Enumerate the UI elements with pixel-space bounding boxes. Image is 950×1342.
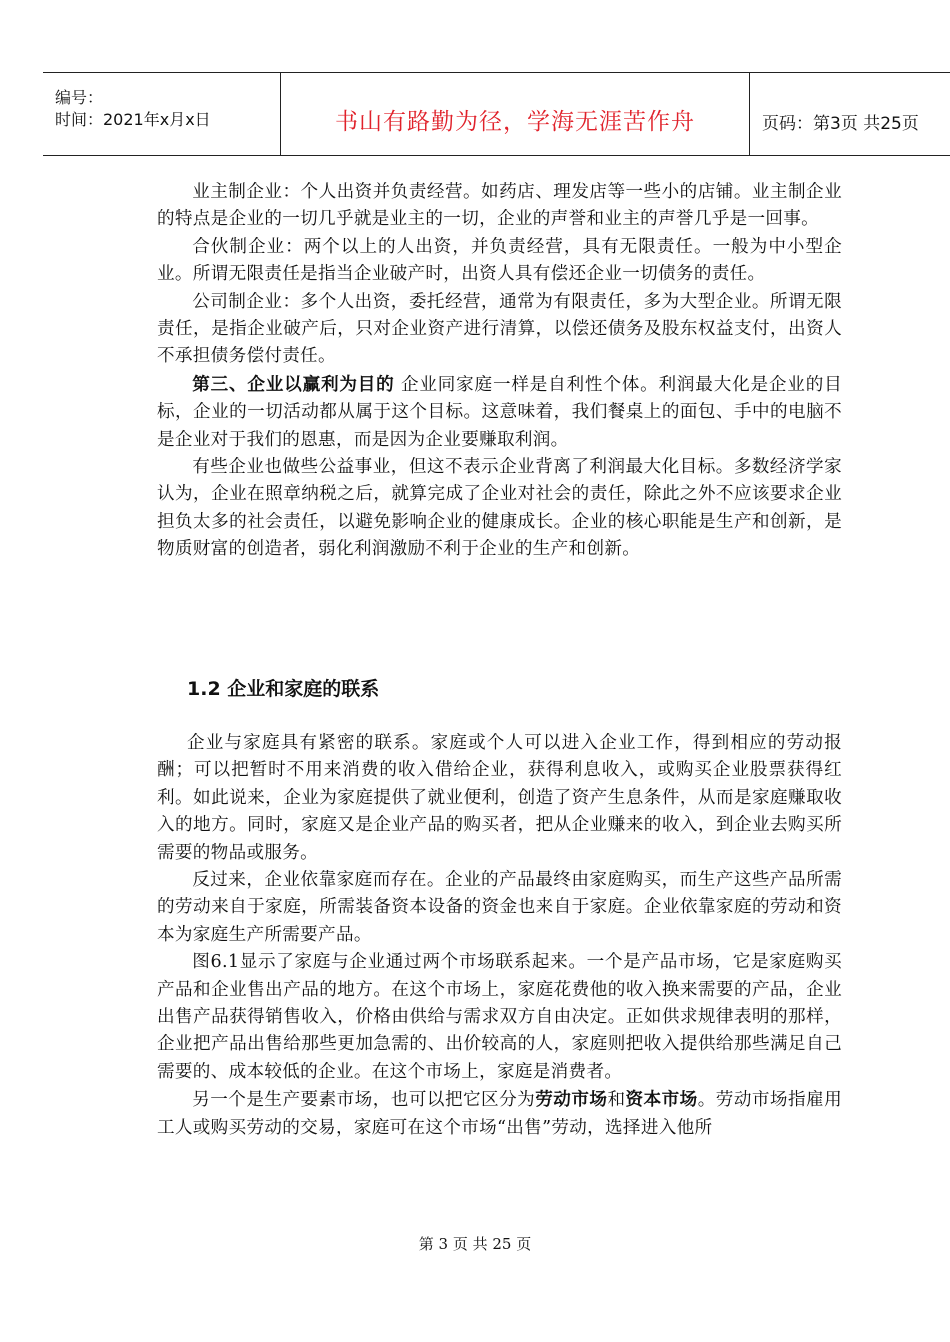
paragraph-enterprise-depends-household: 反过来，企业依靠家庭而存在。企业的产品最终由家庭购买，而生产这些产品所需的劳动来自于家庭，所需装备资本设备的资金也来自于家庭。企业依靠家庭的劳动和资本为家庭生产所需要产品。 (157, 870, 842, 945)
labor-market-term: 劳动市场 (535, 1089, 608, 1111)
header-motto: 书山有路勤为径，学海无涯苦作舟 (335, 109, 695, 135)
profit-goal-text: 企业同家庭一样是自利性个体。利润最大化是企业的目标，企业的一切活动都从属于这个目标。这意味着，我们餐桌上的面包、手中的电脑不是企业对于我们的恩惠，而是因为企业要赚取利润。 (157, 374, 842, 450)
paragraph-corporation: 公司制企业：多个人出资，委托经营，通常为有限责任，多为大型企业。所谓无限责任，是指企业破产后，只对企业资产进行清算，以偿还债务及股东权益支付，出资人不承担债务偿付责任。 (157, 291, 842, 367)
paragraph-partnership: 合伙制企业：两个以上的人出资，并负责经营，具有无限责任。一般为中小型企业。所谓无限责任是指当企业破产时，出资人具有偿还企业一切债务的责任。 (157, 236, 842, 285)
factor-market-text-c: 和 (607, 1090, 626, 1111)
document-number-label: 编号： (55, 88, 104, 107)
header-page-number: 页码：第3页 共25页 (762, 114, 919, 134)
paragraph-public-welfare: 有些企业也做些公益事业，但这不表示企业背离了利润最大化目标。多数经济学家认为，企业在照章纳税之后，就算完成了企业对社会的责任，除此之外不应该要求企业担负太多的社会责任，以避免影响企业的健康成长。企业的核心职能是生产和创新，是物质财富的创造者，弱化利润激励不利于企业的生产和创新。 (157, 457, 842, 560)
document-time-label: 时间：2021年x月x日 (55, 110, 211, 129)
profit-goal-heading: 第三、企业以赢利为目的 (192, 373, 395, 395)
paragraph-enterprise-household-link: 企业与家庭具有紧密的联系。家庭或个人可以进入企业工作，得到相应的劳动报酬；可以把暂时不用来消费的收入借给企业，获得利息收入，或购买企业股票获得红利。如此说来，企业为家庭提供了就业便利，创造了资产生息条件，从而是家庭赚取收入的地方。同时，家庭又是企业产品的购买者，把从企业赚来的收入，到企业去购买所需要的物品或服务。 (157, 733, 842, 863)
header-page-cell (750, 73, 950, 155)
header-motto-cell (281, 73, 750, 155)
paragraph-factor-market (157, 1086, 842, 1142)
factor-market-text-d: 。劳动市场指雇用工人或购买劳动的交易，家庭可在这个市场“出售”劳动，选择进入他所 (157, 1090, 842, 1138)
capital-market-term: 资本市场 (625, 1089, 698, 1111)
factor-market-text-a: 另一个是生产要素市场，也可以把它区分为 (192, 1090, 536, 1111)
paragraph-product-market: 图6.1显示了家庭与企业通过两个市场联系起来。一个是产品市场，它是家庭购买产品和企业售出产品的地方。在这个市场上，家庭花费他的收入换来需要的产品，企业出售产品获得销售收入，价格由供给与需求双方自由决定。正如供求规律表明的那样，企业把产品出售给那些更加急需的、出价较高的人，家庭则把收入提供给那些满足自己需要的、成本较低的企业。在这个市场上，家庭是消费者。 (157, 952, 842, 1082)
header-info-cell (43, 73, 281, 155)
body-section-2 (157, 730, 842, 1142)
body-section-1 (157, 179, 842, 564)
header-table (43, 72, 950, 156)
paragraph-profit-goal (157, 371, 842, 454)
paragraph-sole-proprietorship: 业主制企业：个人出资并负责经营。如药店、理发店等一些小的店铺。业主制企业的特点是企业的一切几乎就是业主的一切，企业的声誉和业主的声誉几乎是一回事。 (157, 182, 842, 230)
page-footer: 第 3 页 共 25 页 (418, 1235, 532, 1253)
section-heading: 1.2 企业和家庭的联系 (187, 678, 380, 700)
